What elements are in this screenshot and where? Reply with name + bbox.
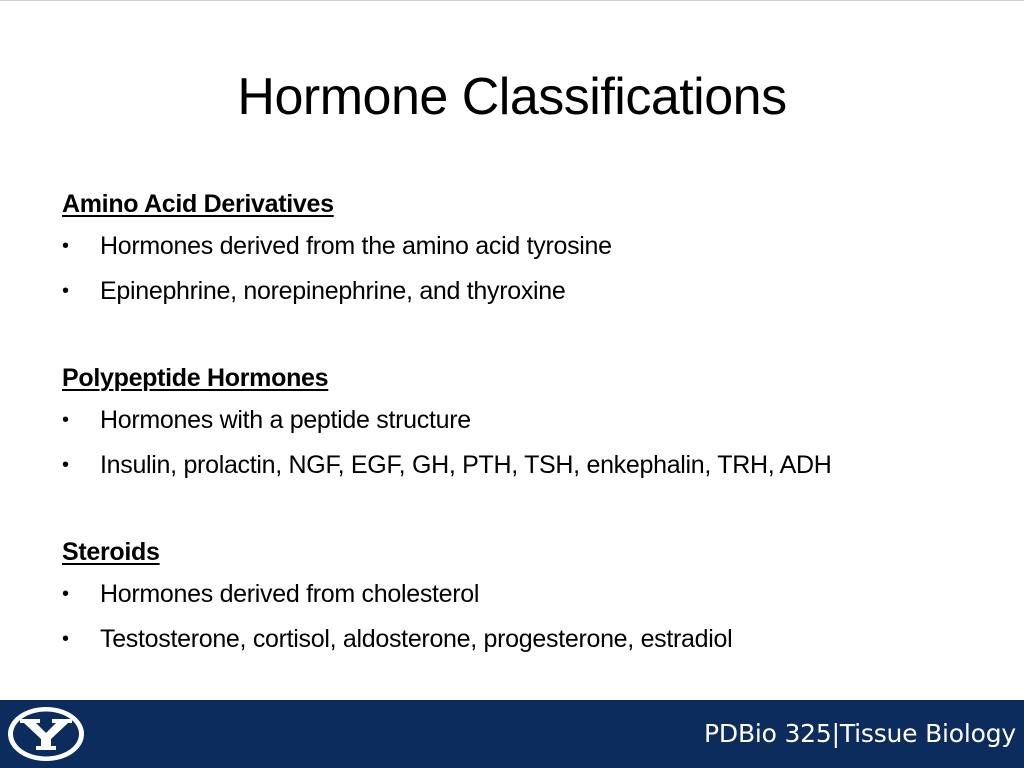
bullet-item xyxy=(62,617,992,662)
section-heading: Polypeptide Hormones xyxy=(62,364,329,392)
bullet-text: Hormones derived from the amino acid tyrosine xyxy=(100,232,612,260)
bullet-item xyxy=(62,398,992,443)
bullet-text: Testosterone, cortisol, aldosterone, progesterone, estradiol xyxy=(100,625,733,653)
bullet-list xyxy=(62,572,992,662)
bullet-text: Hormones with a peptide structure xyxy=(100,406,471,434)
bullet-marker: • xyxy=(62,235,69,257)
section-amino-acid-derivatives xyxy=(62,184,992,314)
bullet-text: Epinephrine, norepinephrine, and thyroxine xyxy=(100,277,566,305)
section-heading: Amino Acid Derivatives xyxy=(62,190,334,218)
bullet-marker: • xyxy=(62,628,69,650)
byu-logo-graphic xyxy=(6,704,86,764)
section-polypeptide-hormones xyxy=(62,358,992,488)
section-heading: Steroids xyxy=(62,538,160,566)
slide-content xyxy=(62,184,992,706)
bullet-text: Insulin, prolactin, NGF, EGF, GH, PTH, TSH, enkephalin, TRH, ADH xyxy=(100,451,832,479)
bullet-marker: • xyxy=(62,454,69,476)
byu-y-logo-icon xyxy=(6,704,86,764)
section-steroids xyxy=(62,532,992,662)
bullet-marker: • xyxy=(62,583,69,605)
bullet-text: Hormones derived from cholesterol xyxy=(100,580,480,608)
slide-title: Hormone Classifications xyxy=(237,68,787,126)
bullet-marker: • xyxy=(62,280,69,302)
top-border xyxy=(0,0,1024,1)
bullet-item xyxy=(62,224,992,269)
bullet-list xyxy=(62,398,992,488)
bullet-item xyxy=(62,269,992,314)
bullet-marker: • xyxy=(62,409,69,431)
course-label: PDBio 325|Tissue Biology xyxy=(704,719,1016,748)
bullet-list xyxy=(62,224,992,314)
bullet-item xyxy=(62,572,992,617)
bullet-item xyxy=(62,443,992,488)
footer-bar xyxy=(0,700,1024,768)
